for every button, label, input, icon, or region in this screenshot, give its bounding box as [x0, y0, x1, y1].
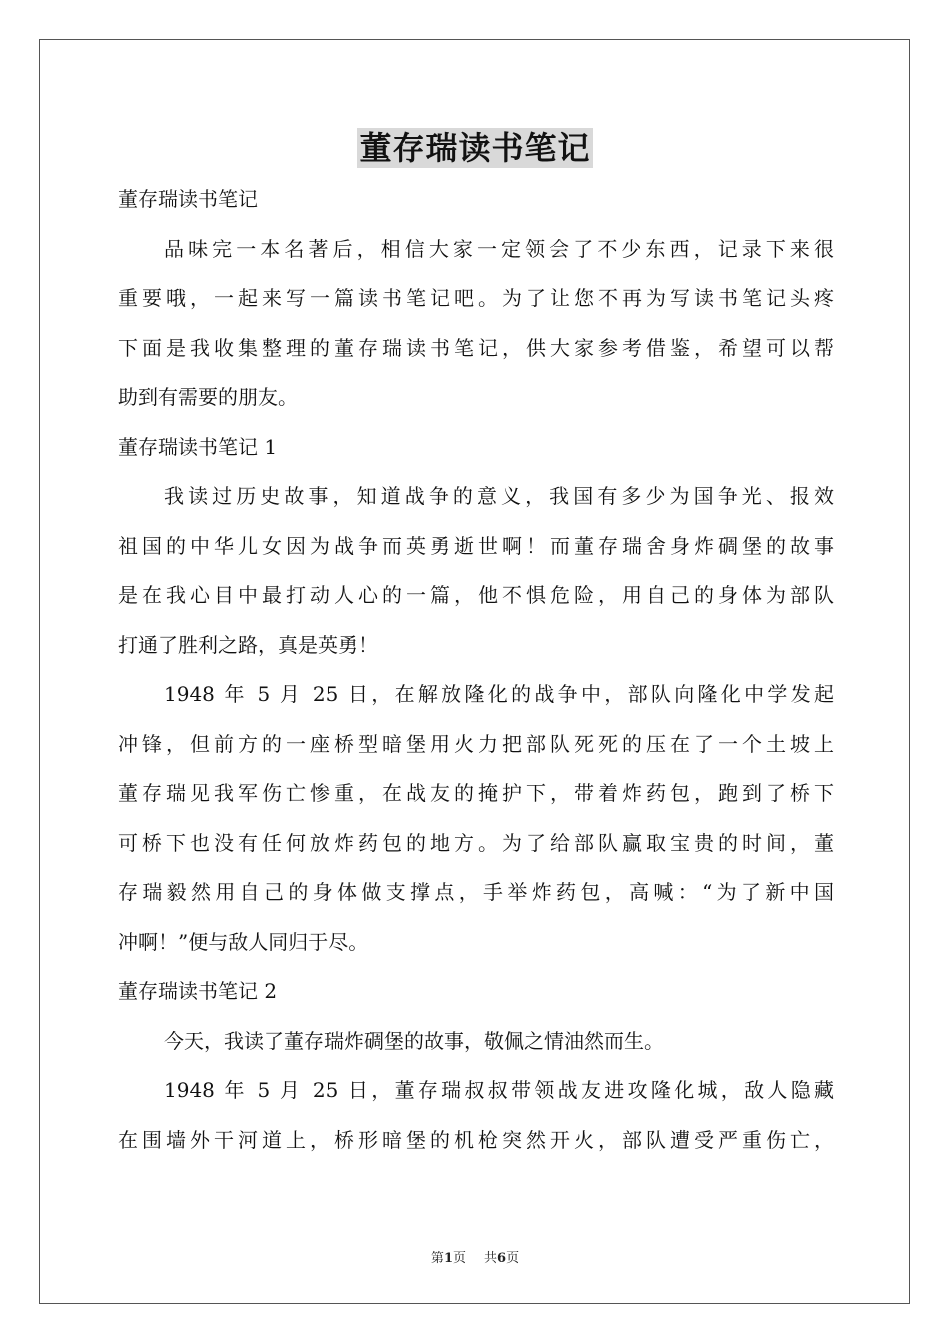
total-page-count: 6	[497, 1251, 507, 1266]
text-line: 董存瑞读书笔记 1	[118, 434, 278, 459]
text-line: 品味完一本名著后，相信大家一定领会了不少东西，记录下来很	[164, 236, 834, 261]
total-prefix: 共	[484, 1251, 498, 1266]
text-line: 1948 年 5 月 25 日，在解放隆化的战争中，部队向隆化中学发起	[164, 682, 834, 706]
text-line: 是在我心目中最打动人心的一篇，他不惧危险，用自己的身体为部队	[118, 583, 834, 607]
text-line: 在围墙外干河道上，桥形暗堡的机枪突然开火，部队遭受严重伤亡，	[118, 1127, 834, 1152]
text-line: 董存瑞见我军伤亡惨重，在战友的掩护下，带着炸药包，跑到了桥下	[118, 781, 834, 805]
text-line: 1948 年 5 月 25 日，董存瑞叔叔带领战友进攻隆化城，敌人隐藏	[164, 1078, 834, 1102]
total-suffix: 页	[506, 1251, 520, 1266]
page-footer	[0, 1247, 950, 1266]
text-line: 董存瑞读书笔记 2	[118, 979, 278, 1003]
text-line: 存瑞毅然用自己的身体做支撑点，手举炸药包，高喊：“为了新中国	[118, 880, 834, 904]
text-line: 冲锋，但前方的一座桥型暗堡用火力把部队死死的压在了一个土坡上	[118, 731, 834, 756]
document-body	[118, 175, 834, 1165]
page-prefix: 第	[430, 1251, 444, 1266]
text-line: 可桥下也没有任何放炸药包的地方。为了给部队赢取宝贵的时间，董	[118, 830, 834, 855]
text-line: 打通了胜利之路，真是英勇！	[118, 632, 378, 657]
text-line: 祖国的中华儿女因为战争而英勇逝世啊！而董存瑞舍身炸碉堡的故事	[118, 533, 834, 558]
page-suffix: 页	[452, 1251, 466, 1266]
text-line: 重要哦，一起来写一篇读书笔记吧。为了让您不再为写读书笔记头疼	[118, 286, 834, 310]
text-line: 今天，我读了董存瑞炸碉堡的故事，敬佩之情油然而生。	[164, 1028, 664, 1053]
title-container	[0, 128, 950, 168]
current-page-number: 1	[443, 1251, 453, 1266]
text-line: 冲啊！”便与敌人同归于尽。	[118, 929, 369, 954]
text-line: 我读过历史故事，知道战争的意义，我国有多少为国争光、报效	[164, 484, 834, 508]
text-line: 助到有需要的朋友。	[118, 385, 298, 409]
document-title: 董存瑞读书笔记	[359, 129, 591, 167]
text-line: 董存瑞读书笔记	[118, 187, 258, 211]
text-line: 下面是我收集整理的董存瑞读书笔记，供大家参考借鉴，希望可以帮	[118, 335, 834, 360]
